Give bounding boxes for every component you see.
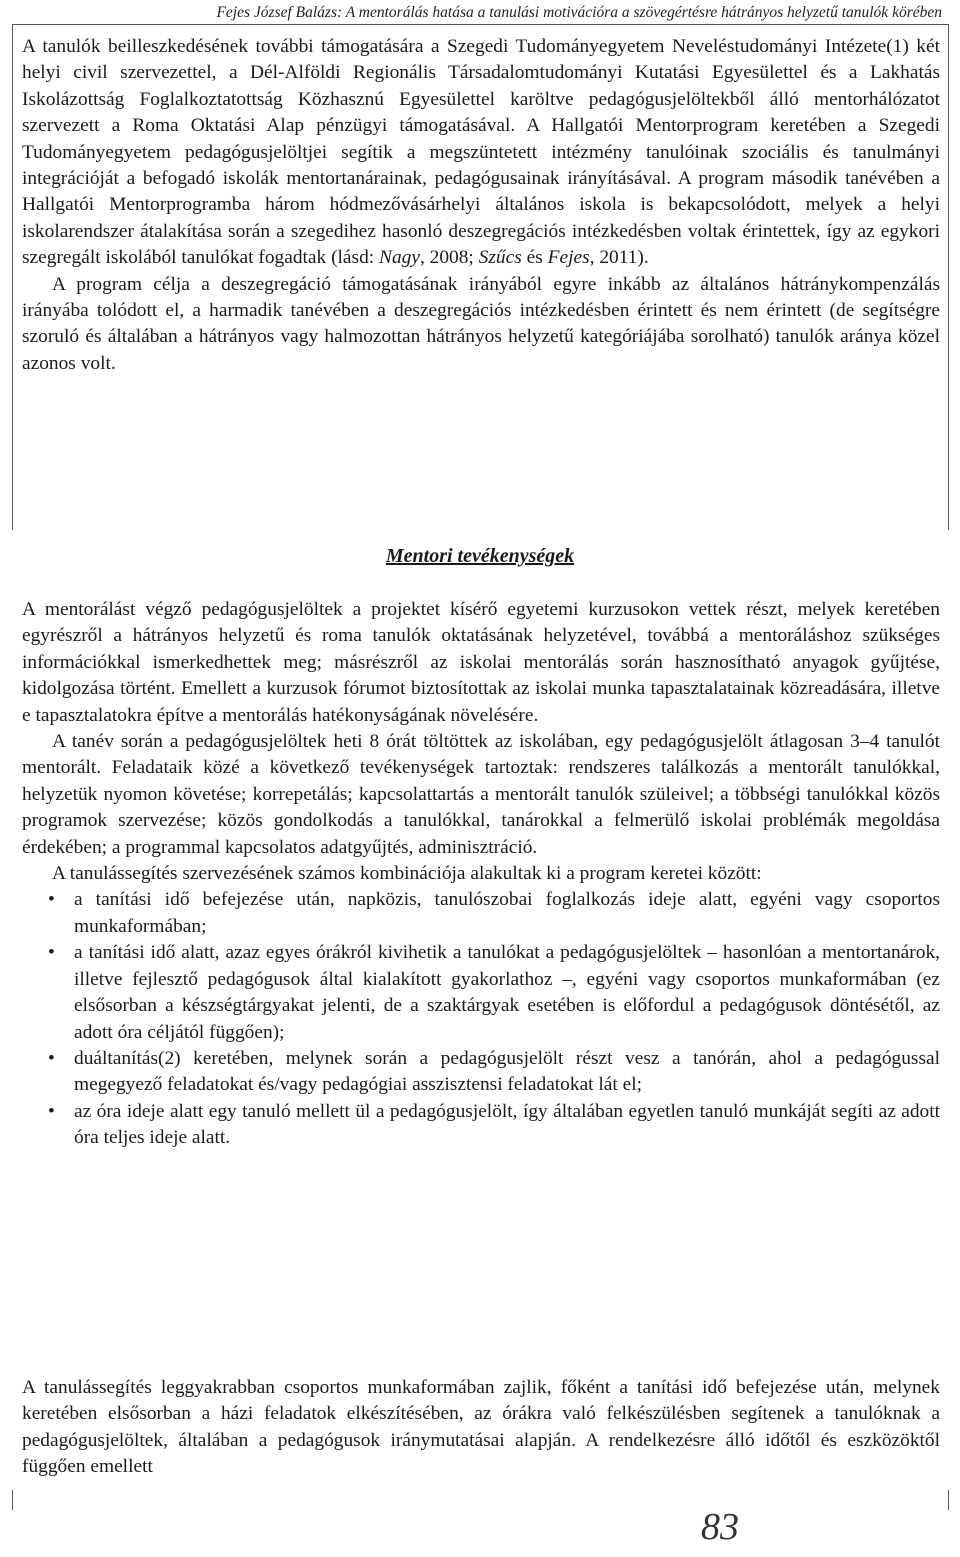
intro-section xyxy=(22,34,940,377)
footer-left-line xyxy=(12,1490,13,1510)
section-paragraph-1: A mentorálást végző pedagógusjelöltek a projektet kísérő egyetemi kurzusokon vettek részt, melyek keretében egyrészről a hátrányos helyzetű és roma tanulók oktatásának helyzetével, továbbá a mentoráláshoz szükséges információkkal ismerkedhettek meg; másrészről az iskolai mentorálás során hasznosítható anyagok gyűjtése, kidolgozása történt. Emellett a kurzusok fórumot biztosítottak az iskolai munka tapasztalatainak közreadására, illetve e tapasztalatokra építve a mentorálás hatékonyságának növelésére. xyxy=(22,599,940,726)
footer-right-line xyxy=(948,1490,949,1510)
bullet-icon: • xyxy=(48,889,55,911)
bullet-icon: • xyxy=(48,942,55,964)
running-header: Fejes József Balázs: A mentorálás hatása a tanulási motivációra a szövegértésre hátrányos helyzetű tanulók körében xyxy=(216,4,942,21)
page-number: 83 xyxy=(701,1506,739,1548)
bullet-list xyxy=(22,887,940,1151)
intro-paragraph-1: A tanulók beilleszkedésének további támogatására a Szegedi Tudományegyetem Neveléstudományi Intézete(1) két helyi civil szervezettel, a Dél-Alföldi Regionális Társadalomtudományi Kutatási Egyesülettel és a Lakhatás Iskolázottság Foglalkoztatottság Közhasznú Egyesülettel karöltve pedagógusjelöltekből álló mentorhálózatot szervezett a Roma Oktatási Alap pénzügyi támogatásával. A Hallgatói Mentorprogram keretében a Szegedi Tudományegyetem pedagógusjelöltjei segítik a megszüntetett intézmény tanulóinak szociális és tanulmányi integrációját a befogadó iskolák mentortanárainak, pedagógusainak irányításával. A program második tanévében a Hallgatói Mentorprogramba három hódmezővásárhelyi általános iskola is bekapcsolódott, melyek a helyi iskolarendszer átalakítása során a szegedihez hasonló deszegregációs intézkedésben voltak érintettek, így az egykori szegregált iskolából tanulókat fogadtak (lásd: Nagy, 2008; Szűcs és Fejes, 2011). xyxy=(22,36,940,269)
frame-left-line xyxy=(12,24,13,530)
section-paragraph-4: A tanulássegítés leggyakrabban csoportos munkaformában zajlik, főként a tanítási idő befejezése után, melynek keretében elsősorban a házi feladatok elkészítésében, az órákra való felkészülésben segítenek a tanulóknak a pedagógusjelöltek, általában a pedagógusok iránymutatásai alapján. A rendelkezésre álló időtől és eszközöktől függően emellett xyxy=(22,1377,940,1478)
frame-right-line xyxy=(948,24,949,530)
citation-nagy: Nagy xyxy=(379,247,420,269)
section-heading: Mentori tevékenységek xyxy=(385,545,575,567)
list-item: • a tanítási idő befejezése után, napközis, tanulószobai foglalkozás ideje alatt, egyéni vagy csoportos munkaformában; xyxy=(48,889,940,937)
header-rule xyxy=(12,24,948,25)
list-item: • a tanítási idő alatt, azaz egyes órákról kivihetik a tanulókat a pedagógusjelöltek – hasonlóan a mentortanárok, illetve fejlesztő pedagógusok által kialakított gyakorlathoz –, egyéni vagy csoportos munkaformában (ez elsősorban a készségtárgyakat jelenti, de a szaktárgyak esetében is előfordul a pedagógusok döntésétől, az adott óra céljától függően); xyxy=(48,942,940,1043)
closing-section xyxy=(22,1375,940,1481)
citation-szucs: Szűcs xyxy=(478,247,522,269)
section-body xyxy=(22,597,940,1152)
list-item: • az óra ideje alatt egy tanuló mellett ül a pedagógusjelölt, így általában egyetlen tanuló munkáját segíti az adott óra teljes ideje alatt. xyxy=(48,1100,940,1149)
intro-paragraph-2: A program célja a deszegregáció támogatásának irányából egyre inkább az általános hátránykompenzálás irányába tolódott el, a harmadik tanévében a deszegregációs intézkedésben érintett és nem érintett (de segítségre szoruló és általában a hátrányos vagy halmozottan hátrányos helyzetű kategóriájába sorolható) tanulók aránya közel azonos volt. xyxy=(22,273,940,374)
section-paragraph-2: A tanév során a pedagógusjelöltek heti 8 órát töltöttek az iskolában, egy pedagógusjelölt átlagosan 3–4 tanulót mentorált. Feladataik közé a következő tevékenységek tartoztak: rendszeres találkozás a mentorált tanulókkal, helyzetük nyomon követése; korrepetálás; kapcsolattartás a mentorált tanulók szüleivel; a többségi tanulókkal közös programok szervezése; közös gondolkodás a tanulókkal, tanárokkal a felmerülő iskolai problémák megoldása érdekében; a programmal kapcsolatos adatgyűjtés, adminisztráció. xyxy=(22,731,940,858)
section-paragraph-3: A tanulássegítés szervezésének számos kombinációja alakultak ki a program keretei között: xyxy=(52,863,762,885)
bullet-icon: • xyxy=(48,1100,55,1122)
bullet-icon: • xyxy=(48,1047,55,1069)
citation-fejes: Fejes xyxy=(547,247,590,269)
list-item: • duáltanítás(2) keretében, melynek során a pedagógusjelölt részt vesz a tanórán, ahol a pedagógussal megegyező feladatokat és/vagy pedagógiai asszisztensi feladatokat lát el; xyxy=(48,1047,940,1096)
